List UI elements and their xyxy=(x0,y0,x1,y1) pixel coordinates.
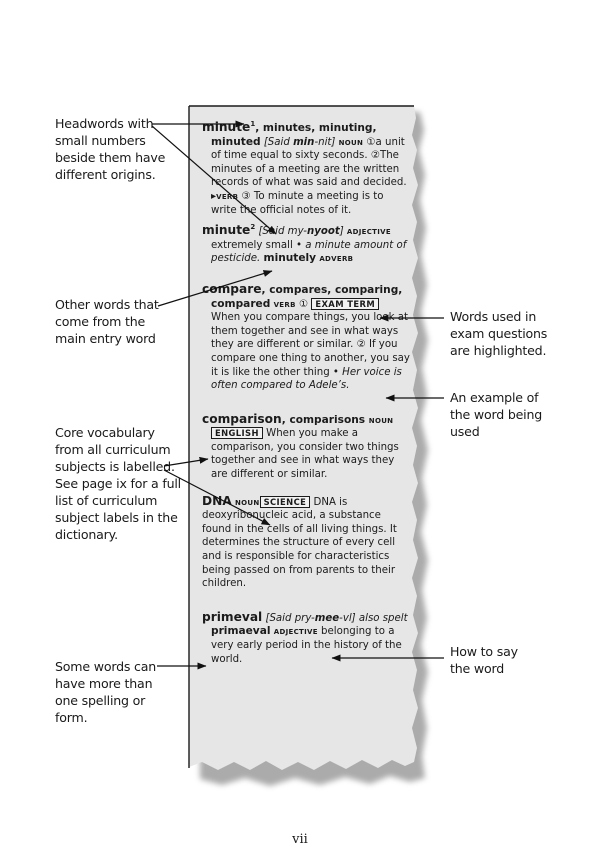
sense-number: ① xyxy=(295,298,312,310)
part-of-speech: noun xyxy=(235,495,260,508)
annotation-headwords: Headwords with small numbers beside them have different origins. xyxy=(55,116,166,182)
inflections: , minutes, minuting, xyxy=(255,122,377,134)
annotation-spellings: Some words can have more than one spelling or form. xyxy=(55,659,157,725)
part-of-speech: adverb xyxy=(319,252,354,265)
headword: DNA xyxy=(202,493,232,508)
sense-number: ③ xyxy=(238,190,251,202)
definition: The minutes of a meeting are the written records of what was said and decided. xyxy=(211,150,407,189)
part-of-speech: noun xyxy=(338,135,364,148)
inflections: , compares, comparing, xyxy=(261,283,403,296)
part-of-speech: adjective xyxy=(273,625,318,638)
annotation-how-to-say: How to say the word xyxy=(450,644,518,676)
annotation-example: An example of the word being used xyxy=(450,390,543,439)
annotation-other-words: Other words that come from the main entry word xyxy=(55,297,159,346)
headword: minute$^2$ xyxy=(202,223,256,238)
pronunciation: [Said pry-mee-vl] also spelt xyxy=(262,612,408,624)
pronunciation: [Said my-nyoot] xyxy=(255,226,347,238)
part-of-speech: noun xyxy=(368,413,394,426)
pronunciation: [Said min-nit] xyxy=(260,136,339,148)
sense-number: ② xyxy=(356,339,366,351)
example-sentence: Her voice is often compared to Adele’s. xyxy=(211,366,402,392)
spelling-variant: primaeval xyxy=(211,625,271,638)
exam-term-label: EXAM TERM xyxy=(311,298,379,310)
definition: a unit of time equal to sixty seconds. xyxy=(211,136,405,162)
headword: comparison xyxy=(202,411,282,426)
definition: If you compare one thing to another, you say it is like the other thing • xyxy=(211,339,410,378)
derived-word: minutely xyxy=(263,252,317,265)
arrow-other-words xyxy=(158,271,272,306)
inflections: compared xyxy=(211,297,271,310)
definition: DNA is deoxyribonucleic acid, a substance found in the cells of all living things. It determines the structure of every cell and is responsible for characteristics being passed on from parents to their children. xyxy=(202,496,397,590)
inflections: minuted xyxy=(211,135,261,148)
arrow-headwords-2 xyxy=(152,126,276,234)
headword: primeval xyxy=(202,609,263,624)
sense-number: ① xyxy=(363,136,376,148)
part-of-speech: adjective xyxy=(346,225,391,238)
example-sentence: a minute amount of pesticide. xyxy=(211,239,407,265)
arrow-core-vocab-2 xyxy=(164,470,270,525)
headword: minute$^1$ xyxy=(202,120,256,134)
part-of-speech: verb xyxy=(216,189,239,202)
definition: belonging to a very early period in the history of the world. xyxy=(211,626,402,665)
subject-label-english: ENGLISH xyxy=(211,427,263,439)
verb-marker-icon: ▸ xyxy=(211,190,217,202)
sense-number: ② xyxy=(370,150,380,162)
arrow-core-vocab-1 xyxy=(164,459,208,466)
page-number: vii xyxy=(292,832,308,847)
part-of-speech: verb xyxy=(273,297,296,310)
inflections: , comparisons xyxy=(281,413,369,426)
headword: compare xyxy=(202,281,262,296)
definition: When you make a comparison, you consider two things together and see in what ways they are different or similar. xyxy=(211,428,399,481)
definition: When you compare things, you look at them together and see in what ways they are different or similar. xyxy=(211,312,409,351)
annotation-core-vocabulary: Core vocabulary from all curriculum subjects is labelled. See page ix for a full list of curriculum subject labels in the dictionary. xyxy=(55,425,181,542)
definition: To minute a meeting is to write the official notes of it. xyxy=(211,190,384,216)
subject-label-science: SCIENCE xyxy=(260,496,311,508)
definition: extremely small • xyxy=(211,239,306,251)
annotation-exam-words: Words used in exam questions are highlighted. xyxy=(450,309,548,358)
